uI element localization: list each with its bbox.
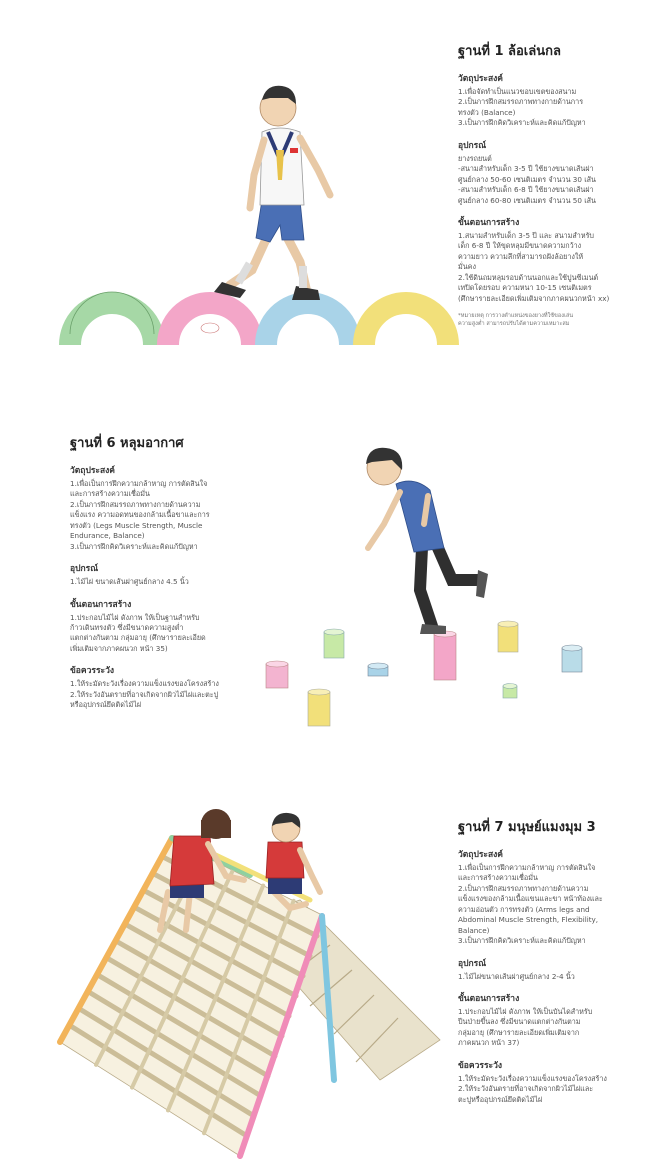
text-line: ทรงตัว (Legs Muscle Strength, Muscle — [70, 520, 203, 530]
text-line: 2.เป็นการฝึกสมรรถภาพทางกายด้านการ — [458, 97, 584, 107]
bamboo-post-icon — [308, 689, 330, 726]
text-line: ความยาว ความลึกที่สามารถฝังล้อยางให้ — [458, 251, 584, 261]
text-line: 2.ให้ระวังอันตรายที่อาจเกิดจากผิวไม้ไผ่และตะปู — [70, 689, 219, 699]
text-line: 1.เพื่อเป็นการฝึกความกล้าหาญ การตัดสินใจ — [70, 479, 208, 488]
bamboo-post-icon — [434, 631, 456, 680]
text-line: Endurance, Balance) — [70, 531, 145, 541]
climbing-boy-figure — [266, 813, 320, 908]
text-line: 1.เพื่อเป็นการฝึกความกล้าหาญ การตัดสินใจ — [458, 863, 596, 872]
text-line: 3.เป็นการฝึกคิดวิเคราะห์และคิดแก้ปัญหา — [458, 936, 586, 946]
text-line: แข็งแรงของกล้ามเนื้อแขนและขา หน้าท้องและ — [458, 894, 603, 904]
text-line: และการสร้างความเชื่อมั่น — [458, 873, 538, 883]
text-line: เด็ก 6-8 ปี ให้ขุดหลุมมีขนาดความกว้าง — [458, 241, 582, 251]
text-line: แตกต่างกันตาม กลุ่มอายุ (ศึกษารายละเอียด — [70, 633, 206, 643]
text-line: 3.เป็นการฝึกคิดวิเคราะห์และคิดแก้ปัญหา — [70, 541, 198, 551]
station-1-equipment-heading: อุปกรณ์ — [458, 140, 487, 151]
text-line: 1.สนามสำหรับเด็ก 3-5 ปี และ สนามสำหรับ — [458, 230, 594, 240]
note-line: *หมายเหตุ การวางตำแหน่งของยางที่ใช้ของเล่น — [458, 313, 574, 319]
balancing-boy-figure — [366, 448, 488, 634]
text-line: กลุ่มอายุ (ศึกษารายละเอียดเพิ่มเติมจาก — [458, 1027, 580, 1037]
text-line: 2.เป็นการฝึกสมรรถภาพทางกายด้านความ — [458, 883, 589, 893]
text-line: ความอ่อนตัว การทรงตัว (Arms legs and — [458, 904, 590, 914]
text-line: 3.เป็นการฝึกคิดวิเคราะห์และคิดแก้ปัญหา — [458, 118, 586, 128]
bamboo-post-icon — [562, 645, 582, 672]
text-line: 1.ประกอบไม้ไผ่ ดังภาพ ให้เป็นฐานสำหรับ — [70, 612, 200, 622]
walking-boy-figure — [214, 86, 330, 300]
station-7-equipment-heading: อุปกรณ์ — [458, 958, 487, 969]
station-7-steps-heading: ขั้นตอนการสร้าง — [458, 993, 520, 1004]
text-line: 2.เป็นการฝึกสมรรถภาพทางกายด้านความ — [70, 499, 201, 509]
text-line: ทรงตัว (Balance) — [458, 107, 516, 117]
text-line: 1.ไม้ไผ่ ขนาดเส้นผ่าศูนย์กลาง 4.5 นิ้ว — [70, 577, 189, 587]
text-line: หรืออุปกรณ์ยึดติดไม้ไผ่ — [70, 700, 142, 710]
text-line: ศูนย์กลาง 60-80 เซนติเมตร จำนวน 50 เส้น — [458, 195, 596, 205]
text-line: (ศึกษารายละเอียดเพิ่มเติมจากภาคผนวกหน้า xx) — [458, 293, 610, 303]
bamboo-post-icon — [324, 629, 344, 658]
station-6-title: ฐานที่ 6 หลุมอากาศ — [70, 436, 184, 451]
bamboo-post-icon — [368, 663, 388, 676]
text-line: 1.เพื่อจัดทำเป็นแนวขอบเขตของสนาม — [458, 87, 577, 96]
station-1-steps-heading: ขั้นตอนการสร้าง — [458, 217, 520, 228]
text-line: ศูนย์กลาง 50-60 เซนติเมตร จำนวน 30 เส้น — [458, 174, 596, 184]
text-line: เพิ่มเติมจากภาคผนวก หน้า 35) — [70, 643, 168, 653]
text-line: และการสร้างความเชื่อมั่น — [70, 489, 150, 499]
text-line: ก้าวเดินทรงตัว ซึ่งมีขนาดความสูงต่ำ — [70, 622, 184, 632]
text-line: ยางรถยนต์ — [458, 153, 492, 163]
station-7-title: ฐานที่ 7 มนุษย์แมงมุม 3 — [458, 820, 596, 835]
text-line: Balance) — [458, 925, 490, 935]
text-line: 1.ประกอบไม้ไผ่ ดังภาพ ให้เป็นบันไดสำหรับ — [458, 1006, 593, 1016]
text-line: 2.ใช้ดินถมหลุมรอบด้านนอกและใช้ปูนซีเมนต์ — [458, 272, 599, 282]
text-line: ภาคผนวก หน้า 37) — [458, 1038, 520, 1048]
text-line: 2.ให้ระวังอันตรายที่อาจเกิดจากผิวไม้ไผ่และ — [458, 1084, 594, 1094]
text-line: 1.ไม้ไผ่ขนาดเส้นผ่าศูนย์กลาง 2-4 นิ้ว — [458, 971, 575, 981]
tire-icon — [70, 292, 154, 345]
station-7-illustration — [0, 780, 672, 1160]
station-7-objectives-heading: วัตถุประสงค์ — [458, 850, 503, 860]
station-1-objectives-heading: วัตถุประสงค์ — [458, 74, 503, 84]
text-line: ตะปูหรืออุปกรณ์ยึดติดไม้ไผ่ — [458, 1094, 543, 1104]
text-line: -สนามสำหรับเด็ก 6-8 ปี ใช้ยางขนาดเส้นผ่า — [458, 185, 594, 195]
text-line: มั่นคง — [458, 262, 476, 272]
text-line: 1.ให้ระมัดระวังเรื่องความแข็งแรงของโครงสร้าง — [458, 1073, 607, 1083]
text-line: -สนามสำหรับเด็ก 3-5 ปี ใช้ยางขนาดเส้นผ่า — [458, 164, 594, 174]
text-line: ปีนป่ายขึ้นลง ซึ่งมีขนาดแตกต่างกันตาม — [458, 1017, 581, 1027]
tire-icon — [266, 303, 350, 345]
note-line: ความสูงต่ำ สามารถปรับได้ตามความเหมาะสม — [458, 321, 570, 328]
station-7-cautions-heading: ข้อควรระวัง — [458, 1060, 502, 1071]
text-line: แข็งแรง ความอดทนของกล้ามเนื้อขาและการ — [70, 510, 210, 520]
station-6-illustration — [0, 420, 672, 760]
bamboo-post-icon — [498, 621, 518, 652]
station-1-illustration — [0, 0, 672, 360]
station-6-objectives-heading: วัตถุประสงค์ — [70, 466, 115, 476]
station-1-title: ฐานที่ 1 ล้อเล่นกล — [458, 44, 561, 59]
text-line: Abdominal Muscle Strength, Flexibility, — [458, 915, 599, 925]
text-line: เทปิดโดยรอบ ความหนา 10-15 เซนติเมตร — [458, 283, 592, 293]
tire-icon — [364, 303, 448, 345]
station-6-cautions-heading: ข้อควรระวัง — [70, 666, 114, 677]
text-line: 1.ให้ระมัดระวังเรื่องความแข็งแรงของโครงสร้าง — [70, 679, 219, 689]
tire-icon — [168, 303, 252, 345]
bamboo-post-icon — [266, 661, 288, 688]
station-6-steps-heading: ขั้นตอนการสร้าง — [70, 599, 132, 610]
bamboo-post-icon — [503, 684, 517, 699]
station-6-equipment-heading: อุปกรณ์ — [70, 564, 99, 575]
